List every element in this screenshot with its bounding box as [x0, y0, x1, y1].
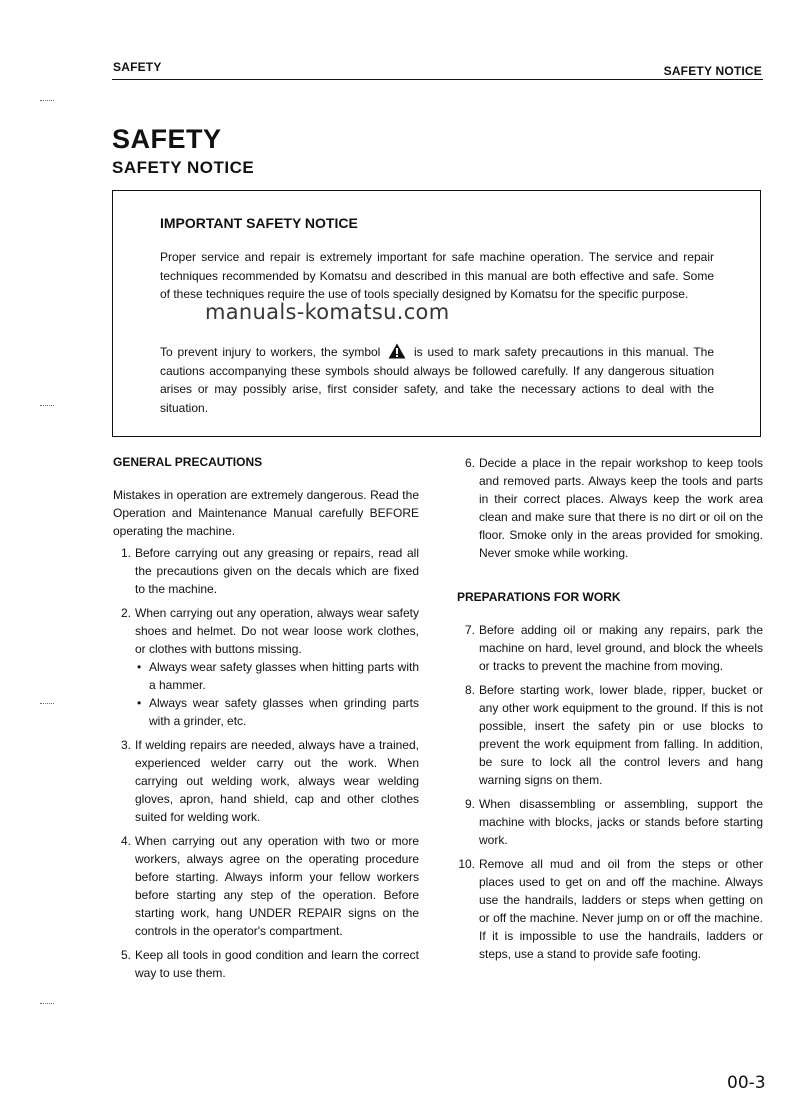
item-text: Keep all tools in good condition and learn the correct way to use them.: [135, 948, 419, 980]
bullet-text: Always wear safety glasses when grinding parts with a grinder, etc.: [149, 696, 419, 728]
general-precautions-intro: Mistakes in operation are extremely dangerous. Read the Operation and Maintenance Manual carefully BEFORE operating the machine.: [113, 488, 419, 538]
bullet-icon: •: [137, 696, 142, 710]
scan-mark: [40, 703, 54, 707]
header-rule: [112, 79, 763, 80]
right-column: [457, 454, 763, 969]
list-item: [457, 454, 763, 562]
item-text: Remove all mud and oil from the steps or other places used to get on and off the machine. Always use the handrails, ladders or steps when getting on or off the machine. Never jump on or off the machine. If it is impossible to use the handrails, ladders or steps, use a stand to provide safe footing.: [479, 857, 763, 961]
warning-triangle-icon: [388, 343, 406, 359]
scan-mark: [40, 100, 54, 104]
page-number: 00-3: [727, 1073, 766, 1093]
item-number: 1.: [120, 546, 131, 560]
list-item: [113, 736, 419, 826]
left-column: [113, 453, 419, 988]
item-text: Before carrying out any greasing or repairs, read all the precautions given on the decals which are fixed to the machine.: [135, 546, 419, 596]
list-item: [113, 544, 419, 598]
item-text: Before adding oil or making any repairs, park the machine on hard, level ground, and block the wheels or tracks to prevent the machine from moving.: [479, 623, 763, 673]
bullet-text: Always wear safety glasses when hitting parts with a hammer.: [149, 660, 419, 692]
item-number: 2.: [120, 606, 131, 620]
notice-paragraph-2-end: is used to mark safety precautions in this manual. The cautions accompanying these symbols should always be followed carefully. If any dangerous situation arises or may possibly arise, first consider safety, and take the necessary actions to deal with the situation.: [160, 345, 714, 416]
item-number: 6.: [464, 456, 475, 470]
notice-paragraph-1: Proper service and repair is extremely important for safe machine operation. The service and repair techniques recommended by Komatsu and described in this manual are both effective and safe. Some of these techniques require the use of tools specially designed by Komatsu for the specific purpose.: [160, 250, 714, 302]
list-item: [457, 855, 763, 963]
general-precautions-heading: GENERAL PRECAUTIONS: [113, 455, 263, 469]
watermark: manuals-komatsu.com: [205, 300, 450, 324]
item-number: 4.: [120, 834, 131, 848]
item-number: 9.: [464, 797, 475, 811]
list-item: [457, 681, 763, 789]
scan-mark: [40, 405, 54, 409]
list-item: [457, 795, 763, 849]
item-number: 3.: [120, 738, 131, 752]
item-number: 10.: [458, 857, 475, 871]
notice-paragraph-2-start: To prevent injury to workers, the symbol: [160, 345, 381, 359]
item-number: 5.: [120, 948, 131, 962]
running-header-left: SAFETY: [113, 60, 162, 74]
scan-mark: [40, 1003, 54, 1007]
bullet-item: [135, 658, 419, 694]
page-title: SAFETY: [112, 124, 222, 154]
item-text: Decide a place in the repair workshop to keep tools and removed parts. Always keep the tools and parts in their correct places. Always keep the work area clean and make sure that there is no dirt or oil on the floor. Smoke only in the areas provided for smoking. Never smoke while working.: [479, 456, 763, 560]
item-number: 7.: [464, 623, 475, 637]
item-text: When carrying out any operation, always wear safety shoes and helmet. Do not wear loose work clothes, or clothes with buttons missing.: [135, 606, 419, 656]
item-number: 8.: [464, 683, 475, 697]
bullet-icon: •: [137, 660, 142, 674]
notice-title: IMPORTANT SAFETY NOTICE: [160, 215, 358, 231]
list-item: [113, 946, 419, 982]
page-subtitle: SAFETY NOTICE: [112, 158, 255, 177]
list-item: [113, 832, 419, 940]
preparations-heading: PREPARATIONS FOR WORK: [457, 590, 621, 604]
list-item: [457, 621, 763, 675]
bullet-item: [135, 694, 419, 730]
item-text: Before starting work, lower blade, ripper, bucket or any other work equipment to the ground. If this is not possible, insert the safety pin or use blocks to prevent the work equipment from falling. In addition, be sure to lock all the control levers and hang warning signs on them.: [479, 683, 763, 787]
item-text: When disassembling or assembling, support the machine with blocks, jacks or stands before starting work.: [479, 797, 763, 847]
notice-paragraph-2: [160, 343, 714, 418]
item-text: When carrying out any operation with two or more workers, always agree on the operating procedure before starting. Always inform your fellow workers before starting any step of the operation. Before starting work, hang UNDER REPAIR signs on the controls in the operator's compartment.: [135, 834, 419, 938]
running-header-right: SAFETY NOTICE: [663, 64, 762, 78]
item-text: If welding repairs are needed, always have a trained, experienced welder carry out the work. When carrying out welding work, always wear welding gloves, apron, hand shield, cap and other clothes suited for welding work.: [135, 738, 419, 824]
list-item: [113, 604, 419, 730]
